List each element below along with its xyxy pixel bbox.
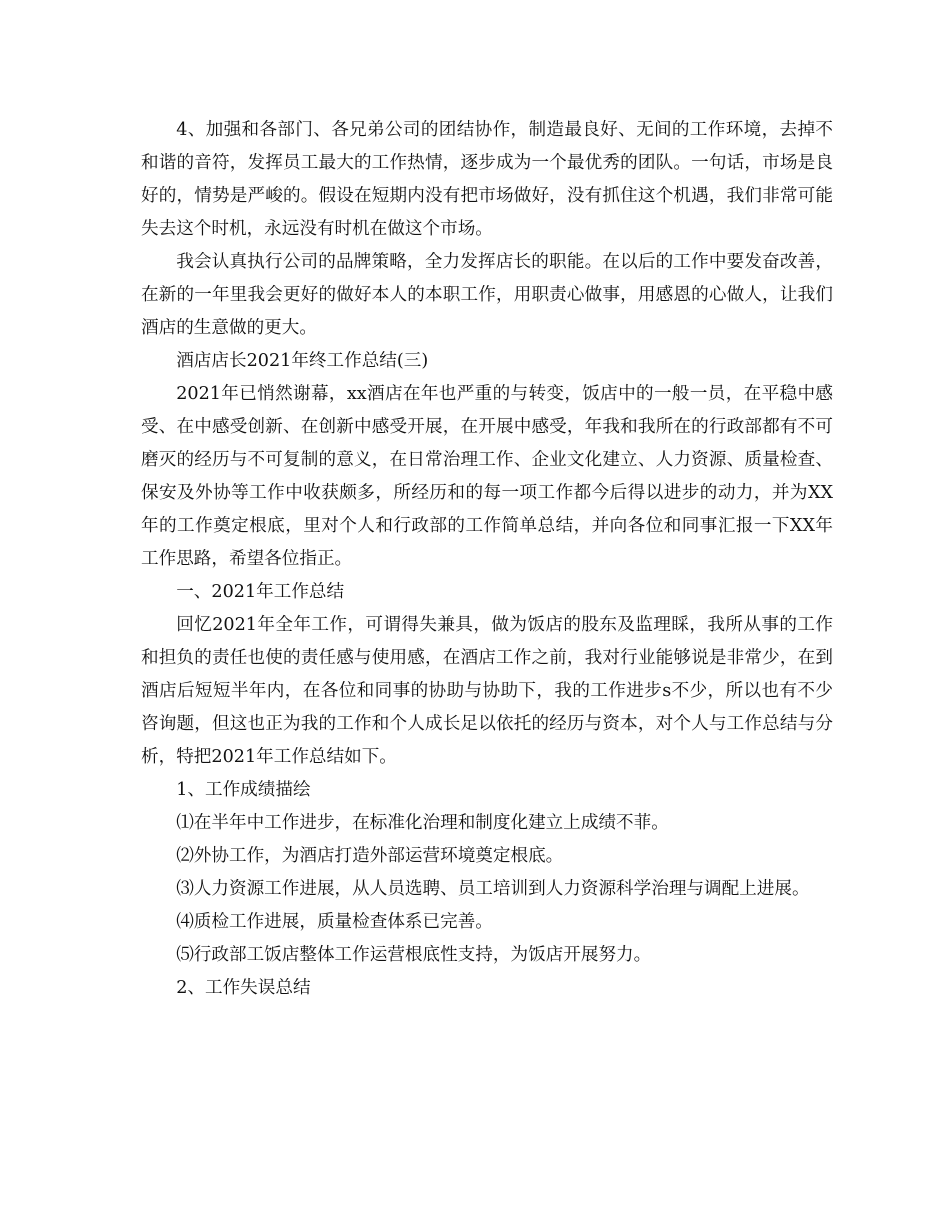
paragraph-review: 回忆2021年全年工作，可谓得失兼具，做为饭店的股东及监理睬，我所从事的工作和担负的责任也使的责任感与使用感，在酒店工作之前，我对行业能够说是非常少，在到酒店后短短半年内，在各位和同事的协助与协助下，我的工作进步s不少，所以也有不少咨询题，但这也正为我的工作和个人成长足以依托的经历与资本，对个人与工作总结与分析，特把2021年工作总结如下。 xyxy=(141,615,833,767)
document-body xyxy=(141,114,833,1005)
section-title: 酒店店长2021年终工作总结(三) xyxy=(176,351,429,371)
paragraph-brand-strategy: 我会认真执行公司的品牌策略，全力发挥店长的职能。在以后的工作中要发奋改善，在新的一年里我会更好的做好本人的本职工作，用职责心做事，用感恩的心做人，让我们酒店的生意做的更大。 xyxy=(141,252,833,338)
subsection-heading-1: 一、2021年工作总结 xyxy=(176,582,345,602)
list-item: ⑸行政部工饭店整体工作运营根底性支持，为饭店开展努力。 xyxy=(176,945,652,965)
paragraph-intro: 2021年已悄然谢幕，xx酒店在年也严重的与转变，饭店中的一般一员，在平稳中感受、在中感受创新、在创新中感受开展，在开展中感受，年我和我所在的行政部都有不可磨灭的经历与不可复制的意义，在日常治理工作、企业文化建立、人力资源、质量检查、保安及外协等工作中收获颇多，所经历和的每一项工作都今后得以进步的动力，并为XX年的工作奠定根底，里对个人和行政部的工作简单总结，并向各位和同事汇报一下XX年工作思路，希望各位指正。 xyxy=(141,384,833,569)
list-item: ⑶人力资源工作进展，从人员选聘、员工培训到人力资源科学治理与调配上进展。 xyxy=(176,879,810,899)
list-item: ⑵外协工作，为酒店打造外部运营环境奠定根底。 xyxy=(176,846,564,866)
list-item: ⑷质检工作进展，质量检查体系已完善。 xyxy=(176,912,493,932)
paragraph-item-4: 4、加强和各部门、各兄弟公司的团结协作，制造最良好、无间的工作环境，去掉不和谐的音符，发挥员工最大的工作热情，逐步成为一个最优秀的团队。一句话，市场是良好的，情势是严峻的。假设在短期内没有把市场做好，没有抓住这个机遇，我们非常可能失去这个时机，永远没有时机在做这个市场。 xyxy=(141,120,833,239)
list-heading-achievements: 1、工作成绩描绘 xyxy=(176,780,311,800)
list-item: ⑴在半年中工作进步，在标准化治理和制度化建立上成绩不菲。 xyxy=(176,813,669,833)
list-heading-mistakes: 2、工作失误总结 xyxy=(176,978,311,998)
